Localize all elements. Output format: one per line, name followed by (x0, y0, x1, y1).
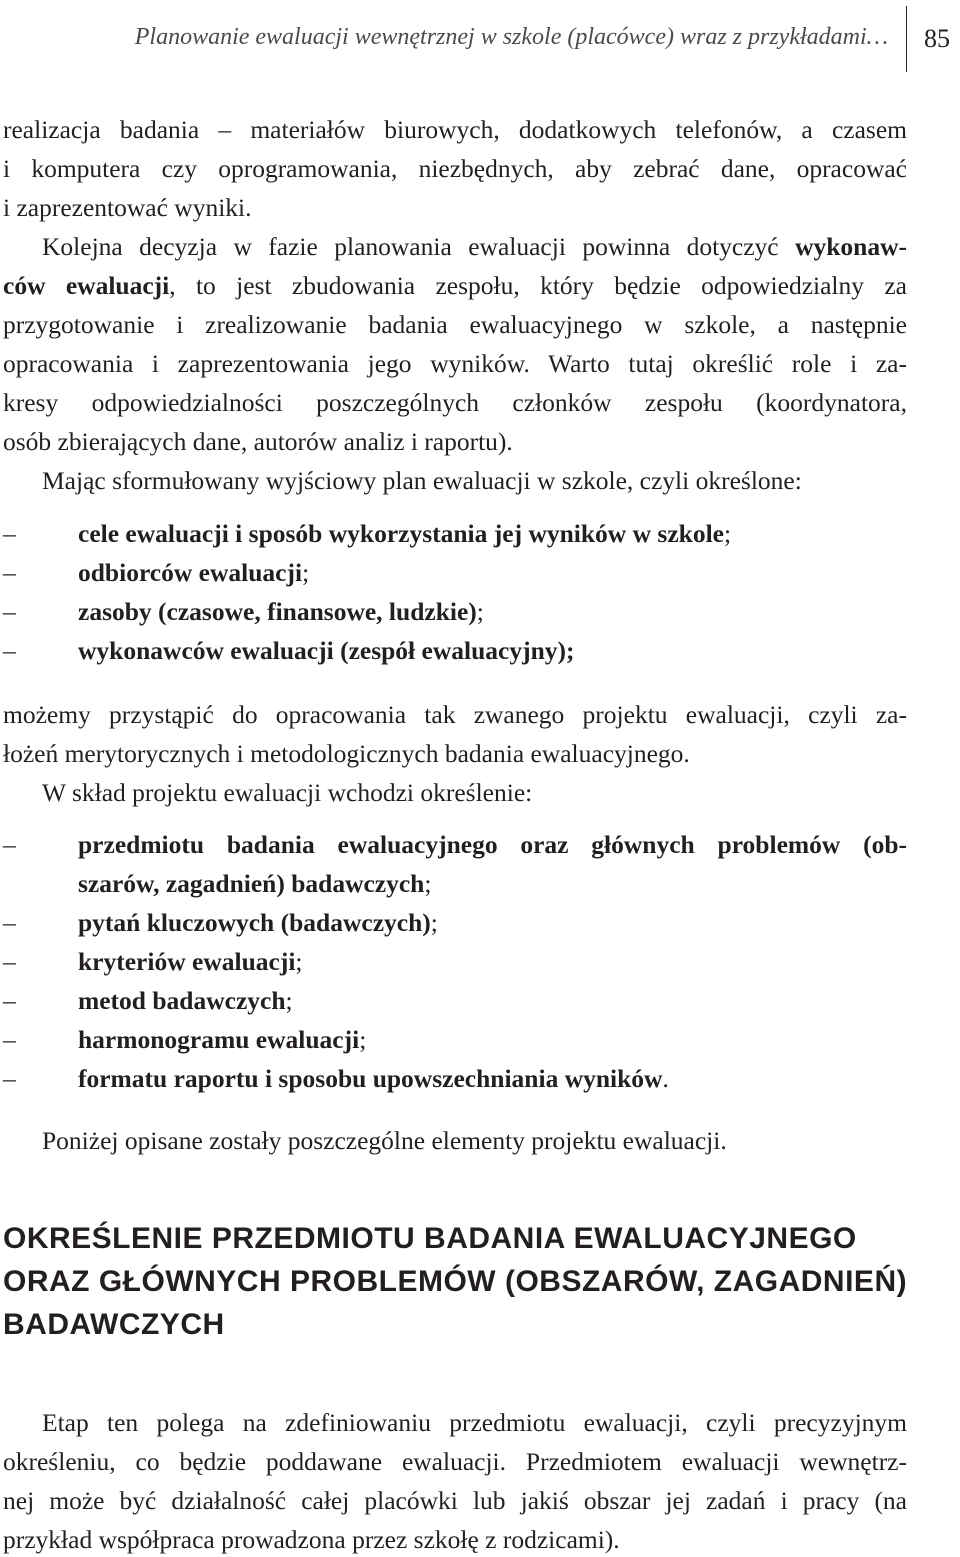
list-dash: – (3, 908, 16, 937)
text-line: możemy przystąpić do opracowania tak zwanego projektu ewaluacji, czyli za- (3, 700, 907, 729)
paragraph-intro-list: Mając sformułowany wyjściowy plan ewaluacji w szkole, czyli określone: (42, 466, 802, 495)
list-dash: – (3, 986, 16, 1015)
text-line: realizacja badania – materiałów biurowych, dodatkowych telefonów, a czasem (3, 115, 907, 144)
list-item: formatu raportu i sposobu upowszechniania wyników. (78, 1064, 669, 1093)
list-dash: – (3, 519, 16, 548)
text-line: opracowania i zaprezentowania jego wyników. Warto tutaj określić role i za- (3, 349, 907, 378)
list-item: kryteriów ewaluacji; (78, 947, 303, 976)
text-line: Etap ten polega na zdefiniowaniu przedmiotu ewaluacji, czyli precyzyjnym (42, 1408, 907, 1437)
list-dash: – (3, 947, 16, 976)
text-line: nej może być działalność całej placówki lub jakiś obszar jej zadań i pracy (na (3, 1486, 907, 1515)
list-item: odbiorców ewaluacji; (78, 558, 310, 587)
list-item: cele ewaluacji i sposób wykorzystania jej wyników w szkole; (78, 519, 732, 548)
list-dash: – (3, 636, 16, 665)
list-item: zasoby (czasowe, finansowe, ludzkie); (78, 597, 484, 626)
list-dash: – (3, 558, 16, 587)
header-divider (906, 6, 907, 72)
section-heading-line: BADAWCZYCH (3, 1308, 225, 1341)
list-item: pytań kluczowych (badawczych); (78, 908, 438, 937)
paragraph-elements-intro: Poniżej opisane zostały poszczególne elementy projektu ewaluacji. (42, 1126, 727, 1155)
running-header (0, 0, 960, 80)
text-line: ców ewaluacji, to jest zbudowania zespołu, który będzie odpowiedzialny za (3, 271, 907, 300)
text-line: przygotowanie i zrealizowanie badania ewaluacyjnego w szkole, a następnie (3, 310, 907, 339)
running-title: Planowanie ewaluacji wewnętrznej w szkole (placówce) wraz z przykładami… (134, 24, 888, 50)
text-line: łożeń merytorycznych i metodologicznych badania ewaluacyjnego. (3, 739, 690, 768)
list-dash: – (3, 1025, 16, 1054)
list-item: metod badawczych; (78, 986, 293, 1015)
bold-term: ców ewaluacji (3, 271, 170, 300)
section-heading-line: OKREŚLENIE PRZEDMIOTU BADANIA EWALUACYJNEGO (3, 1222, 857, 1255)
page-number: 85 (924, 24, 950, 53)
section-heading-line: ORAZ GŁÓWNYCH PROBLEMÓW (OBSZARÓW, ZAGADNIEŃ) (3, 1265, 908, 1298)
list-item: wykonawców ewaluacji (zespół ewaluacyjny); (78, 636, 575, 665)
list-item: harmonogramu ewaluacji; (78, 1025, 367, 1054)
text-line: i komputera czy oprogramowania, niezbędnych, aby zebrać dane, opracować (3, 154, 907, 183)
text-line: kresy odpowiedzialności poszczególnych członków zespołu (koordynatora, (3, 388, 907, 417)
text-line: Kolejna decyzja w fazie planowania ewaluacji powinna dotyczyć wykonaw- (42, 232, 907, 261)
text-line: określeniu, co będzie poddawane ewaluacji. Przedmiotem ewaluacji wewnętrz- (3, 1447, 907, 1476)
list-dash: – (3, 597, 16, 626)
list-item-continuation: szarów, zagadnień) badawczych; (78, 869, 432, 898)
paragraph-project-intro: W skład projektu ewaluacji wchodzi określenie: (42, 778, 533, 807)
list-dash: – (3, 830, 16, 859)
text-line: osób zbierających dane, autorów analiz i raportu). (3, 427, 513, 456)
text-line: przykład współpraca prowadzona przez szkołę z rodzicami). (3, 1525, 620, 1554)
bold-term: wykonaw- (795, 232, 907, 261)
list-item: przedmiotu badania ewaluacyjnego oraz głównych problemów (ob- (78, 830, 907, 859)
text-line: i zaprezentować wyniki. (3, 193, 252, 222)
list-dash: – (3, 1064, 16, 1093)
